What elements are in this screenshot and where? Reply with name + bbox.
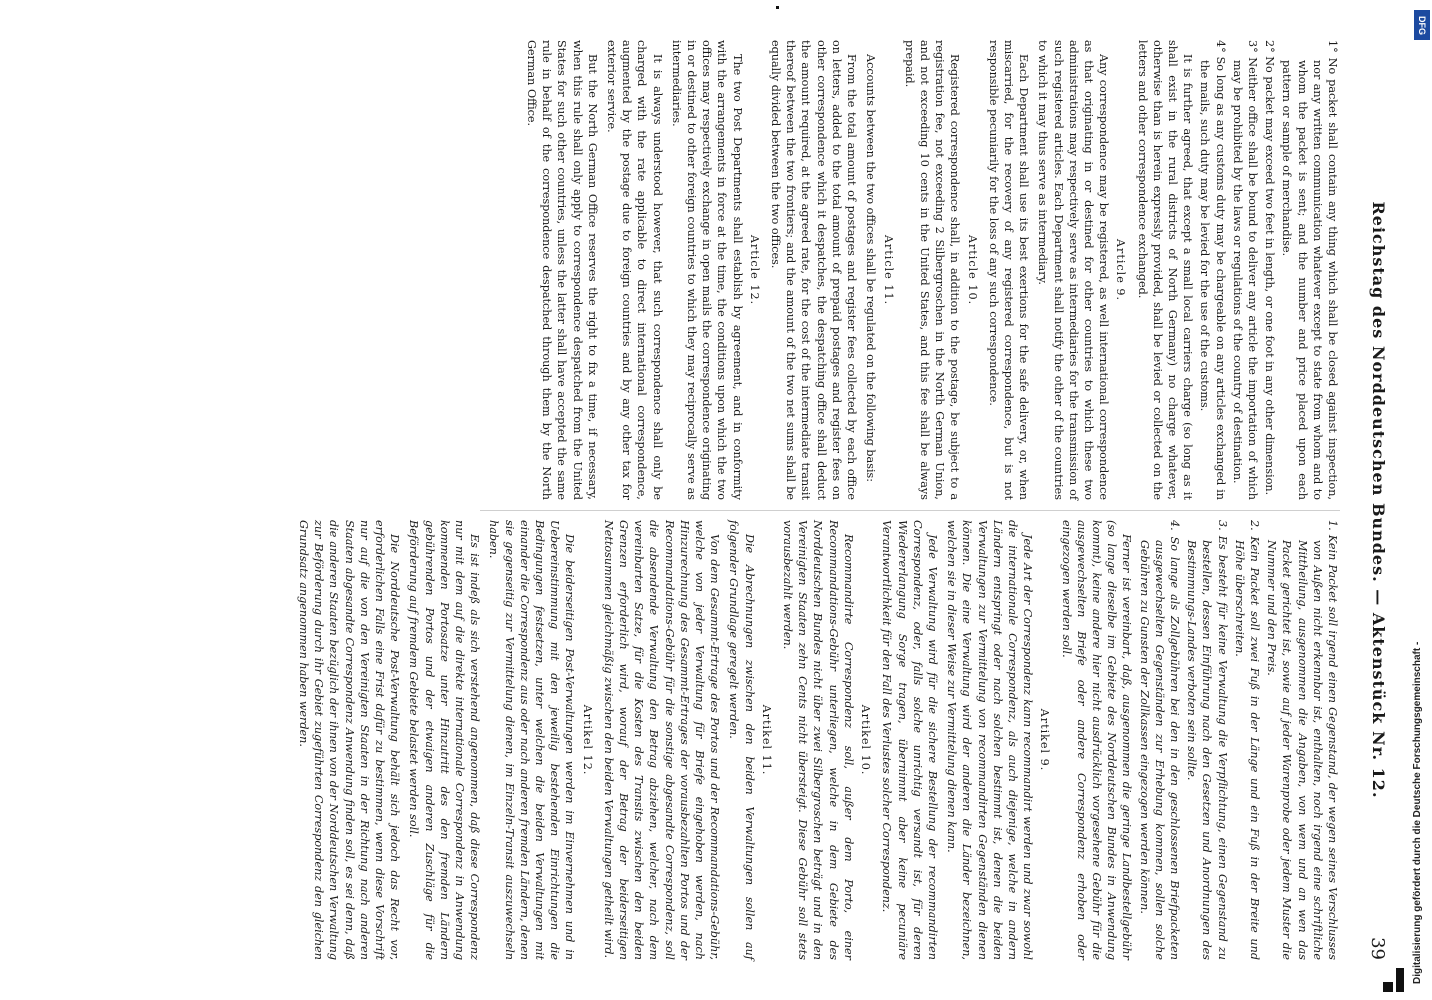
paragraph: It is further agreed, that except a small local carriers charge (so long as it shall exist in the rural districts of North Germany) no charge whatever, otherwise than is herein expressly provided, shall be levied or collected on the letters and other correspondence exchanged. [1135, 40, 1195, 500]
paragraph: Die Abrechnungen zwischen den beiden Verwaltungen sollen auf folgender Grundlage geregelt werden. [727, 520, 756, 960]
paragraph: The two Post Departments shall establish by agreement, and in conformity with the arrangements in force at the time, the conditions upon which the two offices may respectively exchange in open mails the correspondence originating in or destined to other foreign countries to which they may reciprocally serve as intermediaries. [669, 40, 744, 500]
list-item: 3° Neither office shall be bound to deliver any article the importation of which may be prohibited by the laws or regulations of the country of destination. [1230, 40, 1259, 500]
paragraph: Registered correspondence shall, in addition to the postage, be subject to a registration fee, not exceeding 2 Silbergroschen in the North German Union, and not exceeding 10 cents in the United States, and this fee shall be always prepaid. [902, 40, 962, 500]
article-heading: Article 12. [747, 234, 761, 306]
scan-speck [1383, 982, 1393, 992]
list-item: 3. Es besteht für keine Verwaltung die Verpflichtung, einen Gegenstand zu bestellen, dessen Einführung nach den Gesetzen und Anordnungen des Bestimmungs-Landes verboten sein sollte. [1185, 520, 1229, 960]
list-item: 1. Kein Packet soll irgend einen Gegenstand, der wegen seines Verschlusses von Außen nicht erkennbar ist, enthalten, noch irgend eine schriftliche Mittheilung, ausgenommen die Angaben, von wem und an wen das Packet gerichtet ist, sowie auf jeder Warenprobe oder jedem Muster die Nummer und den Preis. [1265, 520, 1339, 960]
paragraph: Jede Verwaltung wird für die sichere Bestellung der recommandirten Correspondenz, oder, falls solche unrichtig versandt ist, für deren Wiedererlangung Sorge tragen, übernimmt aber keine pecuniäre Verantwortlichkeit für den Fall des Verlustes solcher Correspondenz. [880, 520, 939, 960]
rotated-page-content [30, 0, 1400, 1000]
english-column [520, 40, 1340, 500]
paragraph: Ferner ist vereinbart, daß, ausgenommen die geringe Landbestellgebühr (so lange dieselbe im Gebiete des Norddeutschen Bundes in Anwendung kommt), keine andere hier nicht ausdrücklich vorgesehene Gebühr für die ausgewechselten Briefe oder andere Correspondenz erhoben oder eingezogen werden soll. [1059, 520, 1134, 960]
dfg-logo: DFG [1414, 10, 1430, 40]
article-heading: Artikel 10. [859, 704, 873, 776]
paragraph: Die Norddeutsche Post-Verwaltung behält sich jedoch das Recht vor, erforderlichen Falls eine Frist dafür zu bestimmen, wenn diese Vorschrift nur auf die von den Vereinigten Staaten in der Richtung nach anderen Staaten abgesandte Correspondenz Anwendung finden soll, es sei denn, daß die anderen Staaten bezüglich der ihnen von der Norddeutschen Verwaltung zur Beförderung durch ihr Gebiet zugeführten Correspondenz den gleichen Grundsatz angenommen haben werden. [297, 520, 402, 960]
column-divider [480, 510, 1340, 511]
paragraph: Es ist indeß als sich verstehend angenommen, daß diese Correspondenz nur mit dem auf die direkte internationale Correspondenz in Anwendung kommenden Portosatze unter Hinzutritt des den fremden Ländern gebührenden Portos und der etwaigen anderen Zuschläge für die Beförderung auf fremdem Gebiete belastet werden soll. [407, 520, 482, 960]
page-header-title: Reichstag des Norddeutschen Bundes. — Aktenstück Nr. 12. [1369, 201, 1388, 799]
scan-speck [776, 6, 779, 9]
paragraph: Each Department shall use its best exertions for the safe delivery, or, when miscarried, for the recovery of any registered correspondence, but is not responsible pecuniarily for the loss of any such correspondence. [986, 40, 1031, 500]
list-item: 2° No packet may exceed two feet in length, or one foot in any other dimension. [1263, 40, 1277, 496]
scan-speck [1396, 968, 1404, 992]
paragraph: Recommandirte Correspondenz soll, außer dem Porto, einer Recommandations-Gebühr unterliegen, welche in dem Gebiete des Norddeutschen Bundes nicht über zwei Silbergroschen beträgt und in den Vereinigten Staaten zehn Cents nicht übersteigt. Diese Gebühr soll stets vorausbezahlt werden. [781, 520, 855, 960]
paragraph: Von dem Gesammt-Ertrage des Portos und der Recommandations-Gebühr, welche von jeder Verwaltung für Briefe eingehoben werden, nach Hinzurechnung des Gesammt-Ertrages der vorausbezahlten Portos und der Recommandations-Gebühr für die sonstige abgesandte Correspondenz, soll die absendende Verwaltung den Betrag abziehen, welcher, nach dem vereinbarten Satze, für die Kosten des Transits zwischen den beiden Grenzen erforderlich wird, worauf der Betrag der beiderseitigen Nettosummen gleichmäßig zwischen den beiden Verwaltungen getheilt wird. [601, 520, 722, 960]
article-heading: Artikel 11. [759, 704, 773, 776]
paragraph: Any correspondence may be registered, as well international correspondence as that originating in or destined for other countries to which these two administrations may respectively serve as intermediaries for the transmission of such registered articles. Each Department shall notify the other of the countries to which it may thus serve as intermediary. [1036, 40, 1111, 500]
list-item: 1° No packet shall contain any thing which shall be closed against inspection, nor any written communication whatever except to state from whom and to whom the packet is sent; and the number and price placed upon each pattern or sample of merchandise. [1280, 40, 1339, 500]
paragraph: It is always understood however, that such correspondence shall only be charged with the rate applicable to direct international correspondence, augmented by the postage due to foreign countries and by any other tax for exterior service. [605, 40, 664, 500]
list-item: 4° So long as any customs duty may be chargeable on any articles exchanged in the mails, such duty may be levied for the use of the customs. [1198, 40, 1227, 500]
page-header [1348, 40, 1388, 960]
article-heading: Artikel 12. [580, 704, 594, 776]
paragraph: But the North German Office reserves the right to fix a time, if necessary, when this rule shall only apply to correspondence despatched from the United States for such other countries, unless the latter shall have accepted the same rule in behalf of the correspondence despatched through them by the North German Office. [525, 40, 599, 500]
article-heading: Article 9. [1114, 238, 1128, 302]
article-heading: Artikel 9. [1038, 708, 1052, 772]
credit-text: Digitalisierung gefördert durch die Deutsche Forschungsgemeinschaft - [1412, 641, 1423, 984]
list-item: 4. So lange als Zollgebühren bei den in den geschlossenen Briefpacketen ausgewechselten Gegenständen zur Erhebung kommen, sollen solche Gebühren zu Gunsten der Zollkassen eingezogen werden können. [1137, 520, 1181, 960]
article-heading: Article 10. [965, 234, 979, 306]
article-heading: Article 11. [881, 234, 895, 306]
page-number: 39 [1367, 937, 1388, 960]
paragraph: From the total amount of postages and register fees collected by each office on letters, added to the total amount of prepaid postages and register fees on other correspondence which it despatches, the despatching office shall deduct the amount required, at the agreed rate, for the cost of the intermediate transit thereof between the two frontiers; and the amount of the two net sums shall be equally divided between the two offices. [769, 40, 859, 500]
german-column [292, 520, 1340, 960]
digitization-credit [1412, 4, 1432, 994]
paragraph: Jede Art der Correspondenz kann recommandirt werden und zwar sowohl die internationale Correspondenz, als auch diejenige, welche in andern Ländern entspringt oder nach solchen bestimmt ist, denen die beiden Verwaltungen zur Vermittelung von recommandirten Gegenständen dienen können. Die eine Verwaltung wird der anderen die Länder bezeichnen, welchen sie in dieser Weise zur Vermittelung dienen kann. [945, 520, 1035, 960]
paragraph: Die beiderseitigen Post-Verwaltungen werden im Einvernehmen und in Uebereinstimmung mit den jeweilig bestehenden Einrichtungen die Bedingungen festsetzen, unter welchen die beiden Verwaltungen mit einander die Correspondenz aus oder nach anderen fremden Ländern, denen sie gegenseitig zur Vermittelung dienen, im Einzeln-Transit auszuwechseln haben. [487, 520, 577, 960]
paragraph: Accounts between the two offices shall be regulated on the following basis: [864, 54, 878, 483]
list-item: 2. Kein Packet soll zwei Fuß in der Länge und ein Fuß in der Breite und Höhe überschreiten. [1232, 520, 1261, 960]
